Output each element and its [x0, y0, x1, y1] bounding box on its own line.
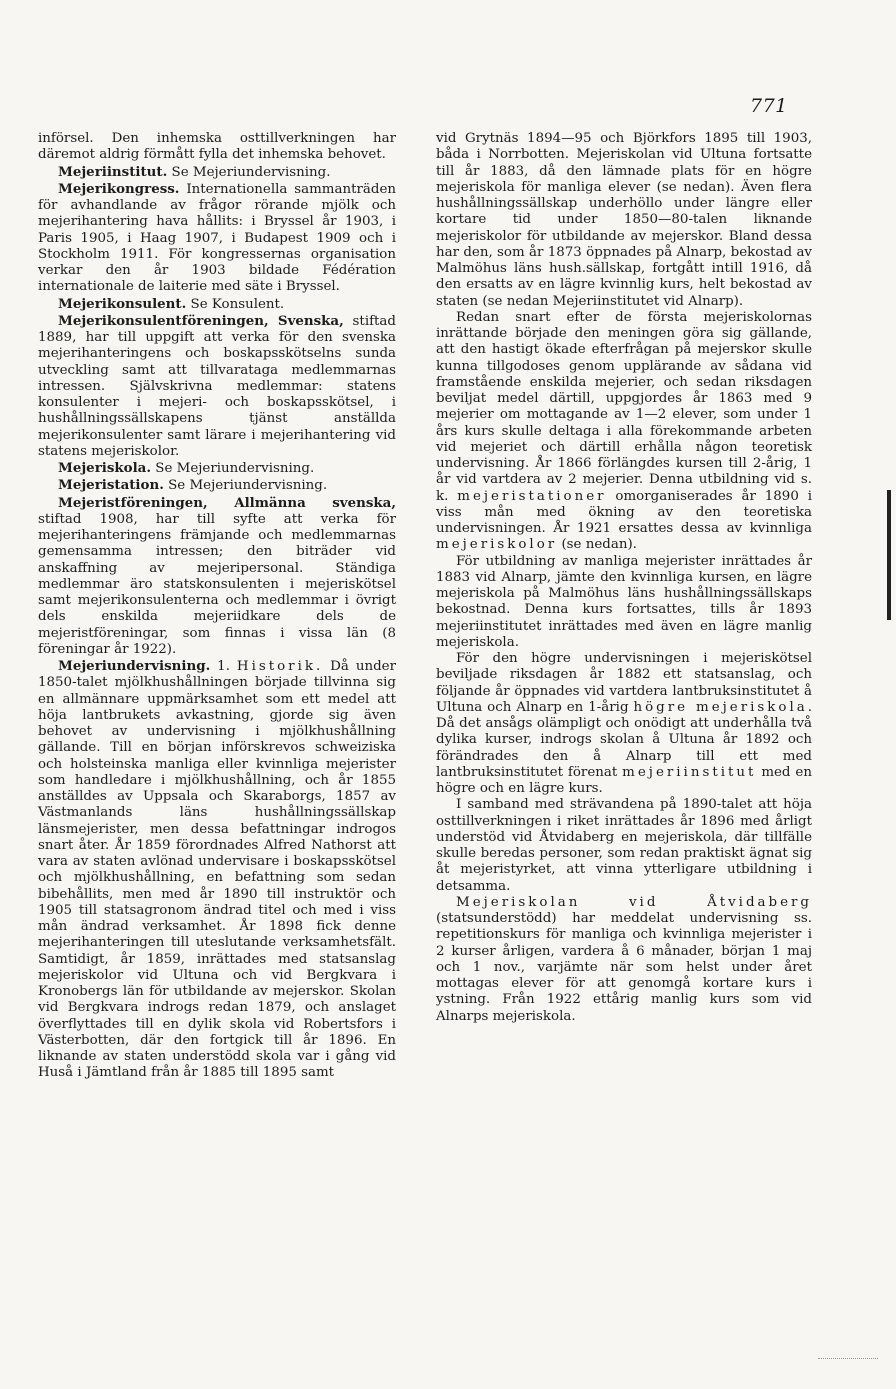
headword: Mejeriinstitut.: [58, 163, 168, 180]
paragraph: Mejeriskolan vid Åtvidaberg (statsunderstödd) har meddelat undervisning ss. repetitionskurs för manliga och kvinnliga mejerister i 2 kurser årligen, vardera å 6 månader, början 1 maj och 1 nov., varjämte när som helst under året mottagas elever för att genomgå kortare kurs i ystning. Från 1922 ettårig manlig kurs som vid Alnarps mejeriskola.: [436, 894, 812, 1024]
scan-speck: [818, 1358, 878, 1361]
spaced-term: mejeristationer: [457, 488, 607, 504]
spaced-term: Mejeriskolan vid Åtvidaberg: [456, 894, 812, 910]
entry-mejerikonsulent: Mejerikonsulent. Se Konsulent.: [58, 295, 285, 312]
entry-mejeriinstitut: Mejeriinstitut. Se Mejeriundervisning.: [58, 163, 331, 180]
left-column: [38, 131, 396, 1082]
paragraph: Redan snart efter de första mejeriskolornas inrättande började den meningen göra sig gällande, att den hastigt ökade efterfrågan på mejerskor skulle kunna tillgodoses genom upplärande av sådana vid framstående enskilda mejerier, och sedan riksdagen beviljat medel därtill, uppgjordes år 1863 med 9 mejerier om mottagande av 1—2 elever, som under 1 års kurs skulle deltaga i alla förekommande arbeten vid mejeriet och därtill erhålla någon teoretisk undervisning. År 1866 förlängdes kursen till 2-årig, 1 år vid vartdera av 2 mejerier. Denna utbildning vid s. k. mejeristationer omorganiserades år 1890 i viss mån med ökning av den teoretiska undervisningen. År 1921 ersattes dessa av kvinnliga mejeriskolor (se nedan).: [436, 309, 812, 553]
entry-mejerikongress: Mejerikongress. Internationella sammanträden för avhandlande av frågor rörande mjölk och mejerihantering hava hållits: i Bryssel år 1903, i Paris 1905, i Haag 1907, i Budapest 1909 och i Stockholm 1911. För kongressernas organisation verkar den år 1903 bildade Fédération internationale de laiterie med säte i Bryssel.: [38, 180, 396, 295]
headword: Mejeristation.: [58, 477, 164, 494]
page-number: 771: [750, 95, 788, 117]
paragraph: vid Grytnäs 1894—95 och Björkfors 1895 till 1903, båda i Norrbotten. Mejeriskolan vid Ultuna fortsatte till år 1883, då den lämnade plats för en högre mejeriskola för manliga elever (se nedan). Även flera hushållningssällskap underhöllo under längre eller kortare tid under 1850—80-talen liknande mejeriskolor för utbildande av mejerskor. Bland dessa har den, som år 1873 öppnades på Alnarp, bekostad av Malmöhus läns hush.sällskap, fortgått intill 1916, då den ersatts av en lägre kvinnlig kurs, helt bekostad av staten (se nedan Mejeriinstitutet vid Alnarp).: [436, 131, 812, 309]
entry-mejeristforeningen: Mejeristföreningen, Allmänna svenska, stiftad 1908, har till syfte att verka för mejerihanteringens främjande och medlemmarnas gemensamma intressen; den biträder vid anskaffning av mejeripersonal. Ständiga medlemmar äro statskonsulenten i mejeriskötsel samt mejerikonsulenterna och medlemmar i övrigt dels enskilda mejeriidkare dels de mejeristföreningar, som finnas i vissa län (8 föreningar år 1922).: [38, 494, 396, 657]
paragraph: I samband med strävandena på 1890-talet att höja osttillverkningen i riket inrättades år 1896 med årligt understöd vid Åtvidaberg en mejeriskola, där tillfälle skulle beredas personer, som redan praktiskt ägnat sig åt mejeristyrket, att vinna ytterligare utbildning i detsamma.: [436, 797, 812, 894]
spaced-term: mejeriskolor: [436, 537, 558, 553]
paragraph: För den högre undervisningen i mejeriskötsel beviljade riksdagen år 1882 ett statsanslag, och följande år öppnades vid vartdera lantbruksinstitutet å Ultuna och Alnarp en 1-årig högre mejeriskola. Då det ansågs olämpligt och onödigt att underhålla två dylika kurser, indrogs skolan å Ultuna år 1892 och förändrades den å Alnarp till ett med lantbruksinstitutet förenat mejeriinstitut med en högre och en lägre kurs.: [436, 651, 812, 796]
entry-mejerikonsulentforeningen: Mejerikonsulentföreningen, Svenska, stiftad 1889, har till uppgift att verka för den svenska mejerihanteringens och boskapsskötselns sunda utveckling samt att tillvarataga medlemmarnas intressen. Självskrivna medlemmar: statens konsulenter i mejeri- och boskapsskötsel, i hushållningssällskapens tjänst anställda mejerikonsulenter samt lärare i mejerihantering vid statens mejeriskolor.: [38, 312, 396, 459]
spaced-term: högre mejeriskola: [633, 699, 808, 715]
entry-mejeriskola: Mejeriskola. Se Mejeriundervisning.: [58, 460, 315, 476]
headword: Mejeristföreningen, Allmänna svenska,: [58, 494, 396, 511]
page-edge-mark: [887, 490, 891, 620]
headword: Mejerikonsulentföreningen, Svenska,: [58, 312, 344, 329]
entry-mejeristation: Mejeristation. Se Mejeriundervisning.: [58, 477, 328, 494]
spaced-term: Historik.: [236, 659, 324, 674]
spaced-term: mejeriinstitut: [622, 764, 757, 780]
headword: Mejerikongress.: [58, 180, 180, 197]
paragraph: införsel. Den inhemska osttillverkningen har däremot aldrig förmått fylla det inhemska behovet.: [38, 131, 396, 163]
entry-mejeriundervisning: Mejeriundervisning. 1. Historik. Då under 1850-talet mjölkhushållningen började tillvinna sig en allmännare uppmärksamhet som ett medel att höja lantbrukets avkastning, gjorde sig även behovet av undervisning i mjölkhushållning gällande. Till en början införskrevos schweiziska och holsteinska manliga eller kvinnliga mejerister som handledare i mjölkhushållning, och år 1855 anställdes av Uppsala och Skaraborgs, 1857 av Västmanlands läns hushållningssällskap länsmejerister, men dessa befattningar indrogos snart åter. År 1859 förordnades Alfred Nathorst att vara av staten avlönad undervisare i boskapsskötsel och mjölkhushållning, en befattning som sedan bibehållits, men med år 1890 till instruktör och 1905 till statsagronom ändrad titel och med i viss mån ändrad verksamhet. År 1898 fick denne mejerihanteringen till uteslutande verksamhetsfält. Samtidigt, år 1859, inrättades med statsanslag mejeriskolor vid Ultuna och vid Bergkvara i Kronobergs län för utbildande av mejerskor. Skolan vid Bergkvara indrogs redan 1879, och anslaget överflyttades till en dylik skola vid Robertsfors i Västerbotten, där den fortgick till år 1896. En liknande av staten understödd skola var i gång vid Huså i Jämtland från år 1885 till 1895 samt: [38, 658, 396, 1081]
paragraph: För utbildning av manliga mejerister inrättades år 1883 vid Alnarp, jämte den kvinnliga kursen, en lägre mejeriskola på Malmöhus läns hushållningssällskaps bekostnad. Denna kurs fortsattes, tills år 1893 mejeriinstitutet inrättades med även en lägre manlig mejeriskola.: [436, 553, 812, 650]
headword: Mejeriskola.: [58, 460, 152, 476]
headword: Mejeriundervisning.: [58, 658, 211, 674]
right-column: [436, 131, 812, 1025]
headword: Mejerikonsulent.: [58, 295, 187, 312]
